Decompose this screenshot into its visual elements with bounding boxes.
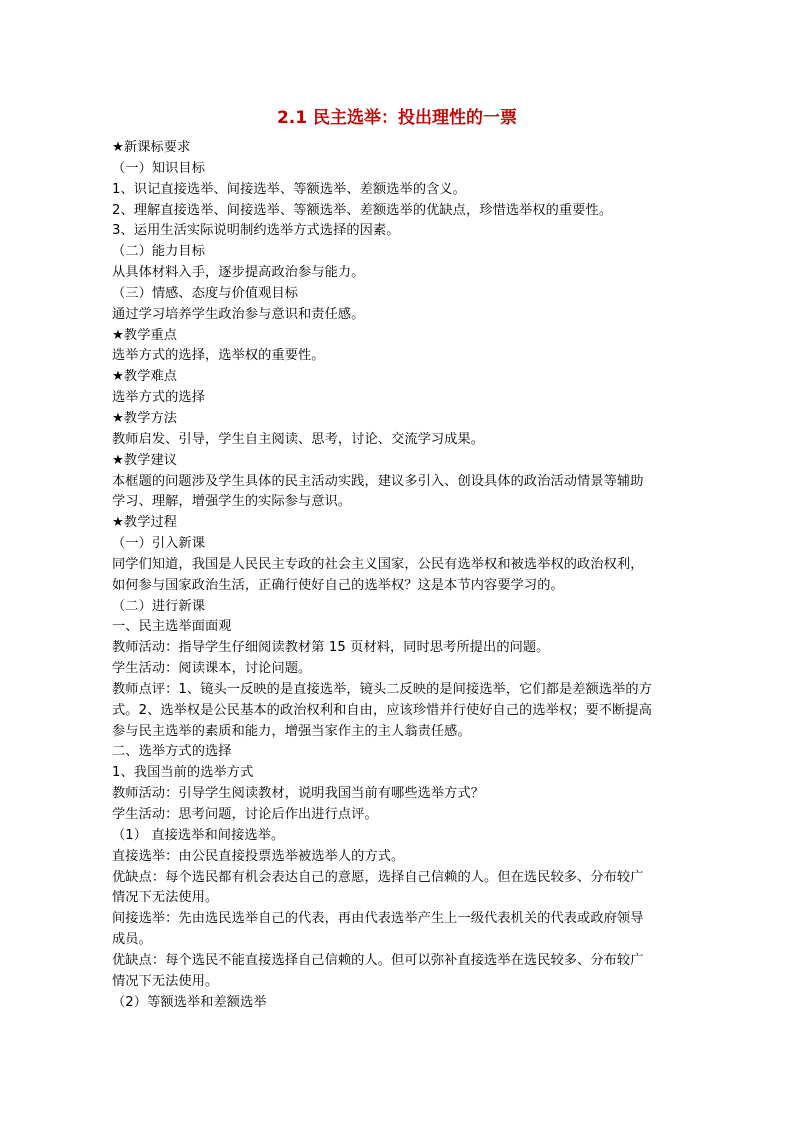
text-line: 学生活动：思考问题，讨论后作出进行点评。 — [112, 807, 378, 822]
text-line: 教师活动：指导学生仔细阅读教材第 15 页材料，同时思考所提出的问题。 — [112, 640, 550, 656]
subheading-election-overview: 一、民主选举面面观 — [112, 619, 232, 635]
page-title: 2.1 民主选举：投出理性的一票 — [276, 108, 518, 128]
text-line: 教师点评：1、镜头一反映的是直接选举，镜头二反映的是间接选举，它们都是差额选举的方 — [112, 681, 652, 697]
text-line: 成员。 — [112, 932, 152, 948]
text-line: 选举方式的选择，选举权的重要性。 — [112, 348, 325, 364]
text-line: 1、我国当前的选举方式 — [112, 765, 254, 781]
section-heading-process: ★教学过程 — [112, 515, 178, 531]
section-heading-methods: ★教学方法 — [112, 410, 178, 426]
section-heading-difficulties: ★教学难点 — [112, 369, 178, 385]
text-line: 学生活动：阅读课本，讨论问题。 — [112, 661, 312, 677]
text-line: 同学们知道，我国是人民民主专政的社会主义国家，公民有选举权和被选举权的政治权利， — [112, 556, 644, 572]
text-line: 从具体材料入手，逐步提高政治参与能力。 — [112, 265, 365, 281]
text-line: 通过学习培养学生政治参与意识和责任感。 — [112, 306, 365, 322]
subheading-knowledge-goals: （一）知识目标 — [112, 160, 206, 176]
subheading-attitude-goals: （三）情感、态度与价值观目标 — [112, 285, 299, 301]
subheading-election-methods: 二、选举方式的选择 — [112, 744, 232, 760]
document-body — [112, 138, 686, 1013]
text-line: 学习、理解，增强学生的实际参与意识。 — [112, 494, 352, 510]
text-line: 优缺点：每个选民都有机会表达自己的意愿，选择自己信赖的人。但在选民较多、分布较广 — [112, 869, 644, 885]
text-line: 1、识记直接选举、间接选举、等额选举、差额选举的含义。 — [112, 181, 466, 197]
text-line: 情况下无法使用。 — [112, 973, 219, 989]
text-line: 直接选举：由公民直接投票选举被选举人的方式。 — [112, 848, 405, 864]
section-heading-new-curriculum: ★新课标要求 — [112, 140, 191, 155]
text-line: 2、理解直接选举、间接选举、等额选举、差额选举的优缺点，珍惜选举权的重要性。 — [112, 202, 613, 218]
text-line: （1） 直接选举和间接选举。 — [112, 827, 285, 843]
text-line: 教师启发、引导，学生自主阅读、思考，讨论、交流学习成果。 — [112, 431, 485, 447]
text-line: 如何参与国家政治生活，正确行使好自己的选举权？这是本节内容要学习的。 — [112, 577, 564, 593]
section-heading-suggestions: ★教学建议 — [112, 452, 178, 468]
text-line: 选举方式的选择 — [112, 390, 206, 406]
subheading-ability-goals: （二）能力目标 — [112, 244, 206, 260]
text-line: 3、运用生活实际说明制约选举方式选择的因素。 — [112, 223, 400, 239]
text-line: 间接选举：先由选民选举自己的代表，再由代表选举产生上一级代表机关的代表或政府领导 — [112, 911, 644, 927]
subheading-new-lesson: （二）进行新课 — [112, 598, 206, 614]
text-line: 式。2、选举权是公民基本的政治权利和自由，应该珍惜并行使好自己的选举权；要不断提高 — [112, 702, 652, 718]
text-line: 参与民主选举的素质和能力，增强当家作主的主人翁责任感。 — [112, 723, 471, 739]
text-line: 优缺点：每个选民不能直接选择自己信赖的人。但可以弥补直接选举在选民较多、分布较广 — [112, 952, 644, 968]
text-line: （2）等额选举和差额选举 — [112, 994, 267, 1010]
text-line: 情况下无法使用。 — [112, 890, 219, 906]
text-line: 教师活动：引导学生阅读教材，说明我国当前有哪些选举方式？ — [112, 786, 485, 802]
subheading-introduction: （一）引入新课 — [112, 536, 206, 552]
section-heading-key-points: ★教学重点 — [112, 327, 178, 343]
text-line: 本框题的问题涉及学生具体的民主活动实践，建议多引入、创设具体的政治活动情景等辅助 — [112, 473, 644, 489]
